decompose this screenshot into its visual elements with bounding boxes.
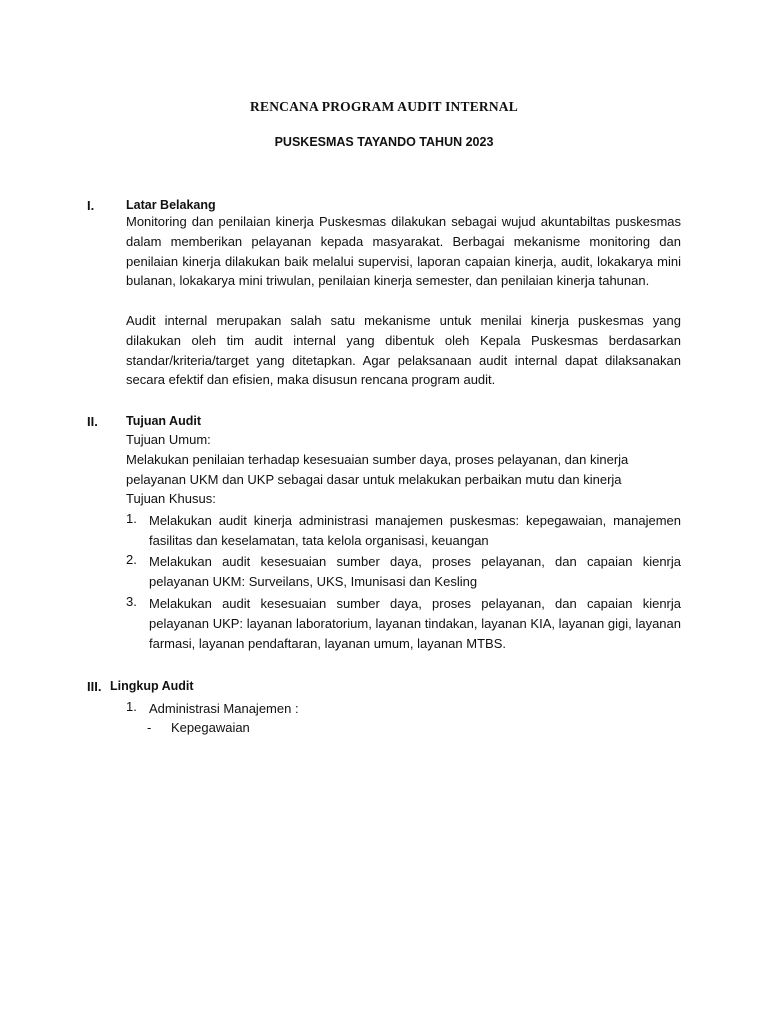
list-item-text: Melakukan audit kesesuaian sumber daya, proses pelayanan, dan capaian kienrja pelayanan UKP: layanan laboratorium, layanan tindakan, layanan KIA, layanan gigi, layanan farmasi, layanan pendaftaran, layanan umum, layanan MTBS. [149, 596, 681, 651]
paragraph: Monitoring dan penilaian kinerja Puskesmas dilakukan sebagai wujud akuntabiltas puskesmas dalam memberikan pelayanan kepada masyarakat. Berbagai mekanisme monitoring dan penilaian kinerja dilakukan baik melalui supervisi, laporan capaian kinerja, audit, lokakarya mini bulanan, lokakarya mini triwulan, penilaian kinerja semester, dan penilaian kinerja tahunan. [126, 214, 681, 289]
general-objective-line: Melakukan penilaian terhadap kesesuaian sumber daya, proses pelayanan, dan kinerja [126, 452, 629, 467]
section-number: II. [87, 414, 98, 429]
document-title: RENCANA PROGRAM AUDIT INTERNAL [250, 99, 518, 114]
general-objective-label: Tujuan Umum: [126, 432, 211, 447]
list-item-text: Melakukan audit kesesuaian sumber daya, proses pelayanan, dan capaian kienrja pelayanan UKM: Surveilans, UKS, Imunisasi dan Kesling [149, 554, 681, 589]
dash-bullet: - [147, 720, 152, 735]
document-subtitle: PUSKESMAS TAYANDO TAHUN 2023 [274, 135, 494, 149]
list-item-text: Melakukan audit kinerja administrasi manajemen puskesmas: kepegawaian, manajemen fasilitas dan keselamatan, tata kelola organisasi, keuangan [149, 513, 681, 548]
section-heading: Tujuan Audit [126, 414, 201, 428]
list-item-number: 2. [126, 552, 137, 567]
section-number: I. [87, 198, 95, 213]
list-item-number: 3. [126, 594, 137, 609]
section-heading: Lingkup Audit [110, 679, 194, 693]
section-number: III. [87, 679, 102, 694]
section-heading: Latar Belakang [126, 198, 216, 212]
general-objective-line: pelayanan UKM dan UKP sebagai dasar untuk melakukan perbaikan mutu dan kinerja [126, 472, 622, 487]
sub-list-item-text: Kepegawaian [171, 720, 250, 735]
specific-objective-label: Tujuan Khusus: [126, 491, 216, 506]
list-item-number: 1. [126, 511, 137, 526]
list-item-text: Administrasi Manajemen : [149, 701, 299, 716]
paragraph: Audit internal merupakan salah satu mekanisme untuk menilai kinerja puskesmas yang dilakukan oleh tim audit internal yang dibentuk oleh Kepala Puskesmas berdasarkan standar/kriteria/target yang ditetapkan. Agar pelaksanaan audit internal dapat dilaksanakan secara efektif dan efisien, maka disusun rencana program audit. [126, 313, 681, 388]
list-item-number: 1. [126, 699, 137, 714]
